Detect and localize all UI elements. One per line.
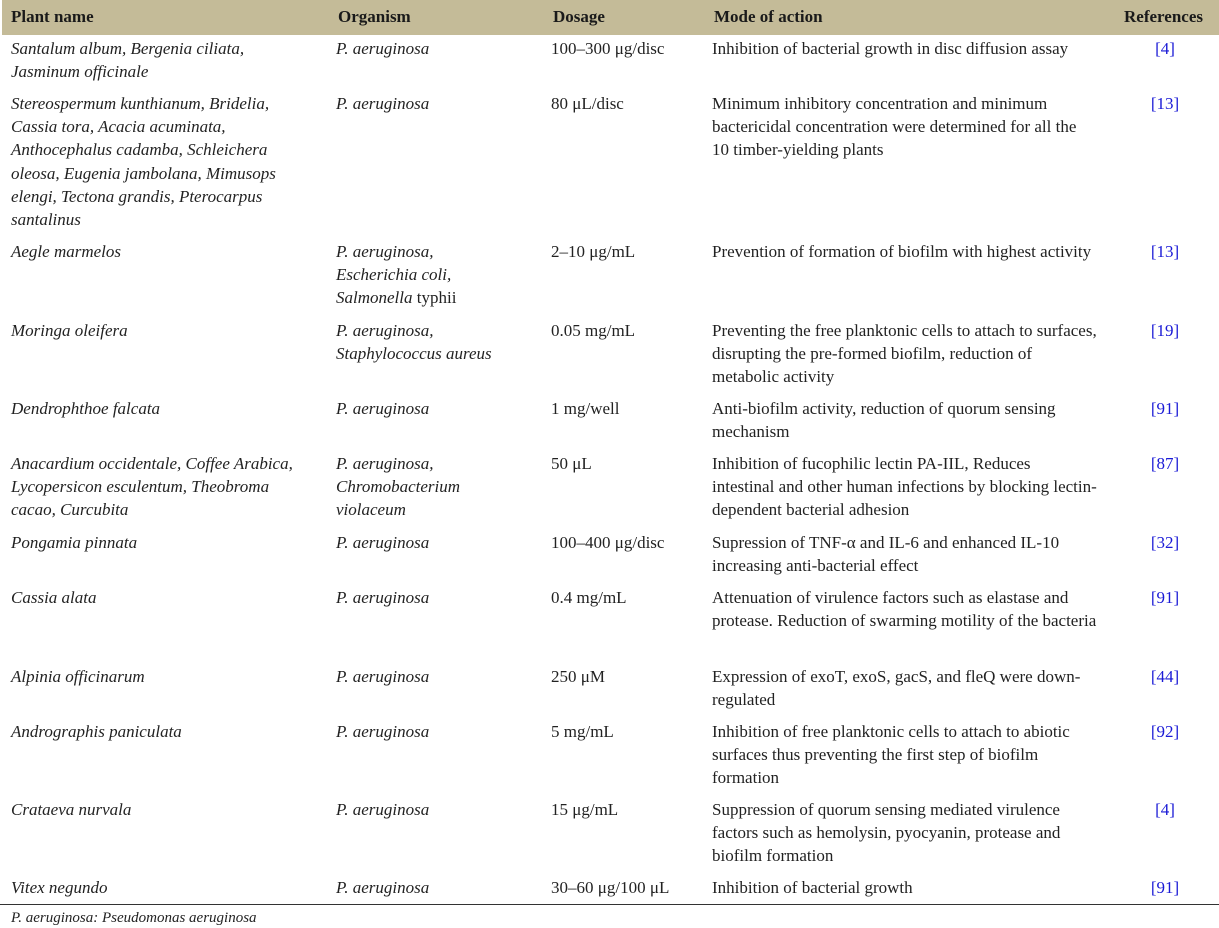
organism-cell [336, 397, 536, 420]
dosage-cell: 100–300 μg/disc [551, 39, 665, 58]
reference-link[interactable]: [4] [1155, 800, 1175, 819]
organism-line [336, 720, 536, 743]
table-header [2, 0, 1219, 35]
organism-line [336, 286, 536, 309]
organism-name: Chromobacterium [336, 477, 461, 497]
header-organism: Organism [338, 7, 411, 26]
mode-of-action-cell: Prevention of formation of biofilm with highest activity [712, 242, 1092, 261]
organism-cell [336, 876, 536, 899]
organism-name: P. aeruginosa [336, 722, 430, 741]
plant-name-cell: Andrographis paniculata [11, 722, 182, 741]
organism-suffix: typhii [412, 288, 457, 308]
mode-of-action-cell: Inhibition of fucophilic lectin PA-IIL, Reduces intestinal and other human infections by blocking lectin-dependent bacterial adhesion [712, 454, 1097, 520]
reference-link[interactable]: [92] [1150, 722, 1180, 741]
mode-of-action-cell: Attenuation of virulence factors such as elastase and protease. Reduction of swarming motility of the bacteria [712, 588, 1097, 631]
mode-of-action-cell: Expression of exoT, exoS, gacS, and fleQ were down-regulated [712, 667, 1081, 710]
reference-link[interactable]: [91] [1150, 878, 1180, 897]
dosage-cell: 50 μL [551, 454, 592, 473]
organism-cell [336, 531, 536, 554]
header-mode-of-action: Mode of action [714, 7, 823, 26]
organism-line [336, 342, 536, 365]
organism-name: P. aeruginosa [336, 667, 430, 686]
plant-name-cell: Vitex negundo [11, 878, 108, 897]
organism-line [336, 531, 536, 554]
organism-line [336, 498, 536, 521]
dosage-cell: 2–10 μg/mL [551, 242, 636, 261]
organism-name: P. aeruginosa, [336, 242, 434, 261]
mode-of-action-cell: Minimum inhibitory concentration and minimum bactericidal concentration were determined for all the 10 timber-yielding plants [712, 94, 1077, 160]
dosage-cell: 80 μL/disc [551, 94, 624, 113]
reference-link[interactable]: [91] [1150, 588, 1180, 607]
dosage-cell: 5 mg/mL [551, 722, 614, 741]
dosage-cell: 0.4 mg/mL [551, 588, 627, 607]
organism-line [336, 475, 536, 498]
organism-line [336, 798, 536, 821]
organism-cell [336, 452, 536, 522]
reference-link[interactable]: [91] [1150, 399, 1180, 418]
table-footnote: P. aeruginosa: Pseudomonas aeruginosa [11, 910, 257, 926]
plant-name-cell: Cassia alata [11, 588, 97, 607]
plant-name-cell: Stereospermum kunthianum, Bridelia, Cassia tora, Acacia acuminata, Anthocephalus cadamba, Schleichera oleosa, Eugenia jambolana, Mimusops elengi, Tectona grandis, Pterocarpus santalinus [11, 94, 276, 230]
reference-link[interactable]: [13] [1150, 94, 1180, 113]
plant-name-cell: Santalum album, Bergenia ciliata, Jasminum officinale [11, 39, 245, 82]
organism-name: Escherichia coli, [336, 265, 452, 285]
organism-name: P. aeruginosa [336, 399, 430, 418]
reference-link[interactable]: [32] [1150, 533, 1180, 552]
dosage-cell: 15 μg/mL [551, 800, 619, 819]
dosage-cell: 100–400 μg/disc [551, 533, 665, 552]
organism-cell [336, 319, 536, 365]
dosage-cell: 1 mg/well [551, 399, 620, 418]
mode-of-action-cell: Inhibition of free planktonic cells to attach to abiotic surfaces thus preventing the first step of biofilm formation [712, 722, 1070, 788]
dosage-cell: 250 μM [551, 667, 605, 686]
organism-line [336, 319, 536, 342]
mode-of-action-cell: Supression of TNF-α and IL-6 and enhanced IL-10 increasing anti-bacterial effect [712, 533, 1060, 576]
organism-line [336, 92, 536, 115]
organism-name: P. aeruginosa [336, 800, 430, 819]
organism-cell [336, 92, 536, 115]
reference-link[interactable]: [4] [1155, 39, 1175, 58]
organism-name: P. aeruginosa [336, 878, 430, 897]
dosage-cell: 30–60 μg/100 μL [551, 878, 670, 897]
mode-of-action-cell: Inhibition of bacterial growth in disc diffusion assay [712, 39, 1069, 58]
plant-name-cell: Aegle marmelos [11, 242, 122, 261]
reference-link[interactable]: [44] [1150, 667, 1180, 686]
organism-line [336, 876, 536, 899]
organism-cell [336, 586, 536, 609]
organism-cell [336, 720, 536, 743]
organism-cell [336, 665, 536, 688]
organism-line [336, 397, 536, 420]
plant-name-cell: Crataeva nurvala [11, 800, 132, 819]
plant-name-cell: Pongamia pinnata [11, 533, 138, 552]
header-references: References [1124, 7, 1203, 26]
organism-cell [336, 798, 536, 821]
organism-name: P. aeruginosa [336, 588, 430, 607]
plant-name-cell: Moringa oleifera [11, 321, 128, 340]
organism-name: P. aeruginosa, [336, 321, 434, 340]
reference-link[interactable]: [13] [1150, 242, 1180, 261]
organism-line [336, 240, 536, 263]
organism-cell [336, 240, 536, 310]
mode-of-action-cell: Suppression of quorum sensing mediated virulence factors such as hemolysin, pyocyanin, protease and biofilm formation [712, 800, 1061, 866]
organism-line [336, 452, 536, 475]
mode-of-action-cell: Inhibition of bacterial growth [712, 878, 913, 897]
organism-name: P. aeruginosa [336, 39, 430, 58]
organism-cell [336, 37, 536, 60]
organism-name: Staphylococcus aureus [336, 344, 492, 364]
plant-name-cell: Alpinia officinarum [11, 667, 145, 686]
plant-name-cell: Dendrophthoe falcata [11, 399, 161, 418]
reference-link[interactable]: [19] [1150, 321, 1180, 340]
plant-name-cell: Anacardium occidentale, Coffee Arabica, Lycopersicon esculentum, Theobroma cacao, Curcubita [11, 454, 293, 520]
table-bottom-rule [0, 904, 1219, 905]
mode-of-action-cell: Anti-biofilm activity, reduction of quorum sensing mechanism [712, 399, 1056, 442]
organism-name: Salmonella [336, 288, 413, 308]
header-dosage: Dosage [553, 7, 605, 26]
organism-name: P. aeruginosa, [336, 454, 434, 473]
reference-link[interactable]: [87] [1150, 454, 1180, 473]
organism-line [336, 263, 536, 286]
organism-name: violaceum [336, 500, 406, 520]
organism-line [336, 586, 536, 609]
organism-line [336, 665, 536, 688]
mode-of-action-cell: Preventing the free planktonic cells to attach to surfaces, disrupting the pre-formed biofilm, reduction of metabolic activity [712, 321, 1097, 387]
organism-line [336, 37, 536, 60]
organism-name: P. aeruginosa [336, 533, 430, 552]
organism-name: P. aeruginosa [336, 94, 430, 113]
header-plant-name: Plant name [11, 7, 94, 26]
dosage-cell: 0.05 mg/mL [551, 321, 636, 340]
